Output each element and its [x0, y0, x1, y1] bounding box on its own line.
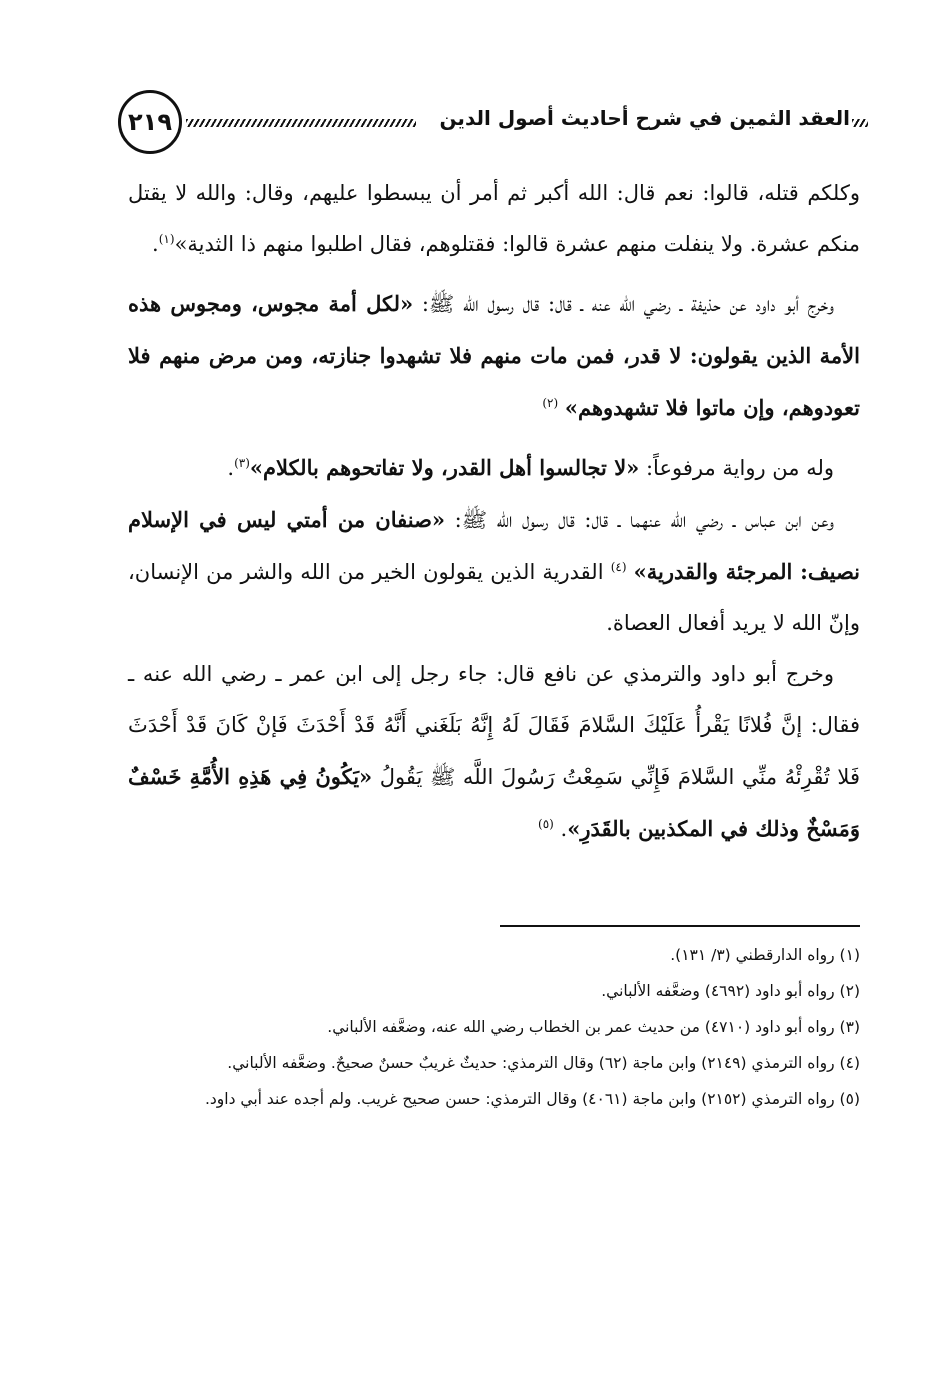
paragraph-gap	[128, 434, 860, 442]
main-text	[128, 168, 860, 855]
footnote-ref-3: (٣)	[234, 456, 250, 470]
hadith-quote-5: «يَكُونُ فِي هَذِهِ الأُمَّةِ خَسْفٌ وَمَسْخٌ وذلك في المكذبين بالقَدَرِ»	[128, 764, 860, 841]
paragraph-3-intro: وله من رواية مرفوعاً:	[645, 456, 834, 480]
header-ornament-rule	[186, 119, 416, 127]
page-number-badge: ٢١٩	[118, 90, 182, 154]
footnote-ref-1: (١)	[158, 232, 175, 246]
footnote-4: (٤) رواه الترمذي (٢١٤٩) وابن ماجة (٦٢) وقال الترمذي: حديثٌ غريبٌ حسنٌ صحيحٌ. وضعَّفه الألباني.	[227, 1054, 860, 1072]
footnote-ref-2: (٢)	[542, 396, 559, 410]
paragraph-1-end: .	[152, 232, 159, 256]
running-header	[118, 88, 870, 158]
paragraph-3-end: .	[227, 456, 235, 480]
paragraph-1	[128, 168, 860, 270]
hadith-quote-4: «صنفان من أمتي ليس في الإسلام نصيف: المرجئة والقدرية»	[128, 507, 860, 584]
footnote-ref-5: (٥)	[538, 817, 554, 831]
paragraph-1-line-2: والله لا يقتل منكم عشرة. ولا ينفلت منهم عشرة قالوا: فقتلوهم، فقال	[128, 181, 860, 256]
footnotes	[128, 938, 860, 1118]
paragraph-4	[128, 494, 860, 649]
paragraph-3	[128, 442, 860, 494]
footnote-2: (٢) رواه أبو داود (٤٦٩٢) وضعَّفه الألباني.	[601, 982, 860, 1000]
footnote-5: (٥) رواه الترمذي (٢١٥٢) وابن ماجة (٤٠٦١) وقال الترمذي: حسن صحيح غريب. ولم أجده عند أبي داود.	[204, 1090, 860, 1108]
paragraph-5-end: .	[560, 817, 568, 841]
paragraph-2-intro: وخرج أبو داود عن حذيفة ـ رضي الله عنه ـ قال: قال رسول الله ﷺ:	[421, 292, 834, 316]
paragraph-5	[128, 649, 860, 855]
hadith-quote-2: «لكل أمة مجوس، ومجوس هذه الأمة الذين يقولون: لا قدر، فمن مات منهم فلا تشهدوا جنازته، ومن مرض منهم فلا تعودوهم، وإن ماتوا فلا تشهدوهم»	[128, 291, 860, 420]
paragraph-2	[128, 278, 860, 434]
footnote-separator	[500, 925, 860, 927]
header-ornament-end	[852, 119, 868, 127]
paragraph-gap	[128, 270, 860, 278]
header-title: العقد الثمين في شرح أحاديث أصول الدين	[439, 106, 850, 130]
hadith-quote-3: «لا تجالسوا أهل القدر، ولا تفاتحوهم بالكلام»	[249, 455, 640, 480]
paragraph-5-intro: وخرج أبو داود والترمذي عن نافع قال: جاء رجل إلى ابن عمر ـ رضي الله عنه ـ فقال: إنَّ فُلانًا يَقْرأُ عَلَيْكَ السَّلامَ فَقَالَ لَهُ إِنَّهُ بَلَغَني أَنَّهُ قَدْ أَحْدَثَ فَإنْ كَانَ قَدْ أَحْدَثَ فَلا تُقْرِئْهُ منِّي السَّلامَ فَإِنِّي سَمِعْتُ رَسُولَ اللَّه ﷺ يَقُولُ	[128, 662, 860, 789]
paragraph-1-line-1: وكلكم قتله، قالوا: نعم قال: الله أكبر ثم أمر أن يبسطوا عليهم، وقال:	[244, 181, 860, 205]
paragraph-1-line-3: اطلبوا منهم ذا الثدية»	[174, 232, 364, 256]
footnote-1: (١) رواه الدارقطني (٣/ ١٣١).	[670, 946, 860, 964]
paragraph-4-rest: القدرية الذين يقولون الخير من الله والشر من الإنسان، وإنّ الله لا يريد أفعال العصاة.	[128, 560, 860, 635]
footnote-3: (٣) رواه أبو داود (٤٧١٠) من حديث عمر بن الخطاب رضي الله عنه، وضعَّفه الألباني.	[327, 1018, 860, 1036]
paragraph-4-intro: وعن ابن عباس ـ رضي الله عنهما ـ قال: قال رسول الله ﷺ:	[454, 508, 834, 532]
footnote-ref-4: (٤)	[610, 560, 627, 574]
